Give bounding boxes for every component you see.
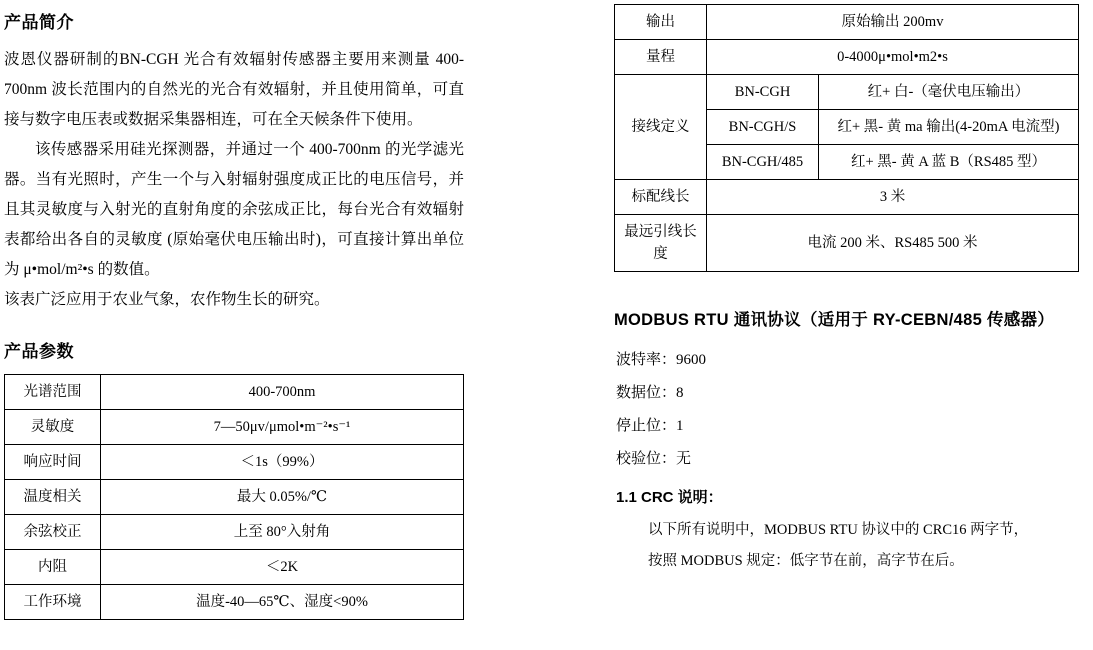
param-value: 温度-40—65℃、湿度<90%: [101, 585, 464, 620]
table-row: [615, 180, 1079, 215]
wiring-definition-label: 接线定义: [615, 75, 707, 180]
param-key: 灵敏度: [5, 410, 101, 445]
intro-paragraph-3: 该表广泛应用于农业气象，农作物生长的研究。: [4, 291, 330, 308]
table-row: [615, 215, 1079, 272]
table-row: [615, 5, 1079, 40]
params-section-title: 产品参数: [4, 342, 74, 361]
model-name: BN-CGH: [707, 75, 819, 110]
cable-length-label: 标配线长: [615, 180, 707, 215]
wiring-table: [614, 4, 1079, 272]
param-key: 光谱范围: [5, 375, 101, 410]
cable-length-value: 3 米: [707, 180, 1079, 215]
param-key: 响应时间: [5, 445, 101, 480]
crc-line: 按照 MODBUS 规定：低字节在前，高字节在后。: [648, 553, 964, 569]
param-value: 最大 0.05%/℃: [101, 480, 464, 515]
model-name: BN-CGH/485: [707, 145, 819, 180]
table-row: [615, 40, 1079, 75]
crc-section-title: 1.1 CRC 说明：: [616, 489, 723, 506]
table-row: [5, 445, 464, 480]
max-length-value: 电流 200 米、RS485 500 米: [707, 215, 1079, 272]
wiring-table-wrap: [614, 4, 1079, 272]
table-row: [5, 480, 464, 515]
table-row: [5, 375, 464, 410]
list-item: 停止位：1: [616, 418, 684, 434]
intro-paragraph-1: 波恩仪器研制的BN-CGH 光合有效辐射传感器主要用来测量 400-700nm 波长范围内的自然光的光合有效辐射，并且使用简单，可直接与数字电压表或数据采集器相连，可在全天候条件下使用。: [4, 51, 464, 128]
max-length-label: 最远引线长度: [615, 215, 707, 272]
param-key: 余弦校正: [5, 515, 101, 550]
right-column: [600, 0, 1093, 650]
range-label: 量程: [615, 40, 707, 75]
model-wiring-desc: 红+ 白-（毫伏电压输出）: [819, 75, 1079, 110]
model-wiring-desc: 红+ 黑- 黄 A 蓝 B（RS485 型）: [819, 145, 1079, 180]
model-name: BN-CGH/S: [707, 110, 819, 145]
list-item: 数据位：8: [616, 385, 684, 401]
table-row: [615, 75, 1079, 110]
param-value: ＜1s（99%）: [101, 445, 464, 480]
table-row: [5, 550, 464, 585]
model-wiring-desc: 红+ 黑- 黄 ma 输出(4-20mA 电流型): [819, 110, 1079, 145]
param-key: 温度相关: [5, 480, 101, 515]
range-value: 0-4000μ•mol•m2•s: [707, 40, 1079, 75]
param-key: 内阻: [5, 550, 101, 585]
modbus-section-title: MODBUS RTU 通讯协议（适用于 RY-CEBN/485 传感器）: [614, 311, 1055, 329]
params-table-wrap: [4, 374, 464, 620]
list-item: 波特率：9600: [616, 352, 707, 368]
intro-paragraph-2: 该传感器采用硅光探测器，并通过一个 400-700nm 的光学滤光器。当有光照时，产生一个与入射辐射强度成正比的电压信号，并且其灵敏度与入射光的直射角度的余弦成正比，每台光合有效辐射表都给出各自的灵敏度 (原始毫伏电压输出时)，可直接计算出单位为 μ•mol/m²•s 的数值。: [4, 141, 464, 278]
params-table: [4, 374, 464, 620]
param-value: ＜2K: [101, 550, 464, 585]
crc-line: 以下所有说明中，MODBUS RTU 协议中的 CRC16 两字节，: [648, 522, 1029, 538]
param-value: 上至 80°入射角: [101, 515, 464, 550]
list-item: 校验位：无: [616, 451, 692, 467]
output-label: 输出: [615, 5, 707, 40]
table-row: [5, 515, 464, 550]
intro-section-title: 产品简介: [4, 13, 74, 32]
table-row: [5, 585, 464, 620]
intro-body: [4, 45, 464, 315]
crc-body: [614, 515, 1054, 577]
param-key: 工作环境: [5, 585, 101, 620]
modbus-params-list: [614, 344, 1079, 476]
param-value: 7—50μv/μmol•m⁻²•s⁻¹: [101, 410, 464, 445]
table-row: [5, 410, 464, 445]
param-value: 400-700nm: [101, 375, 464, 410]
output-value: 原始输出 200mv: [707, 5, 1079, 40]
